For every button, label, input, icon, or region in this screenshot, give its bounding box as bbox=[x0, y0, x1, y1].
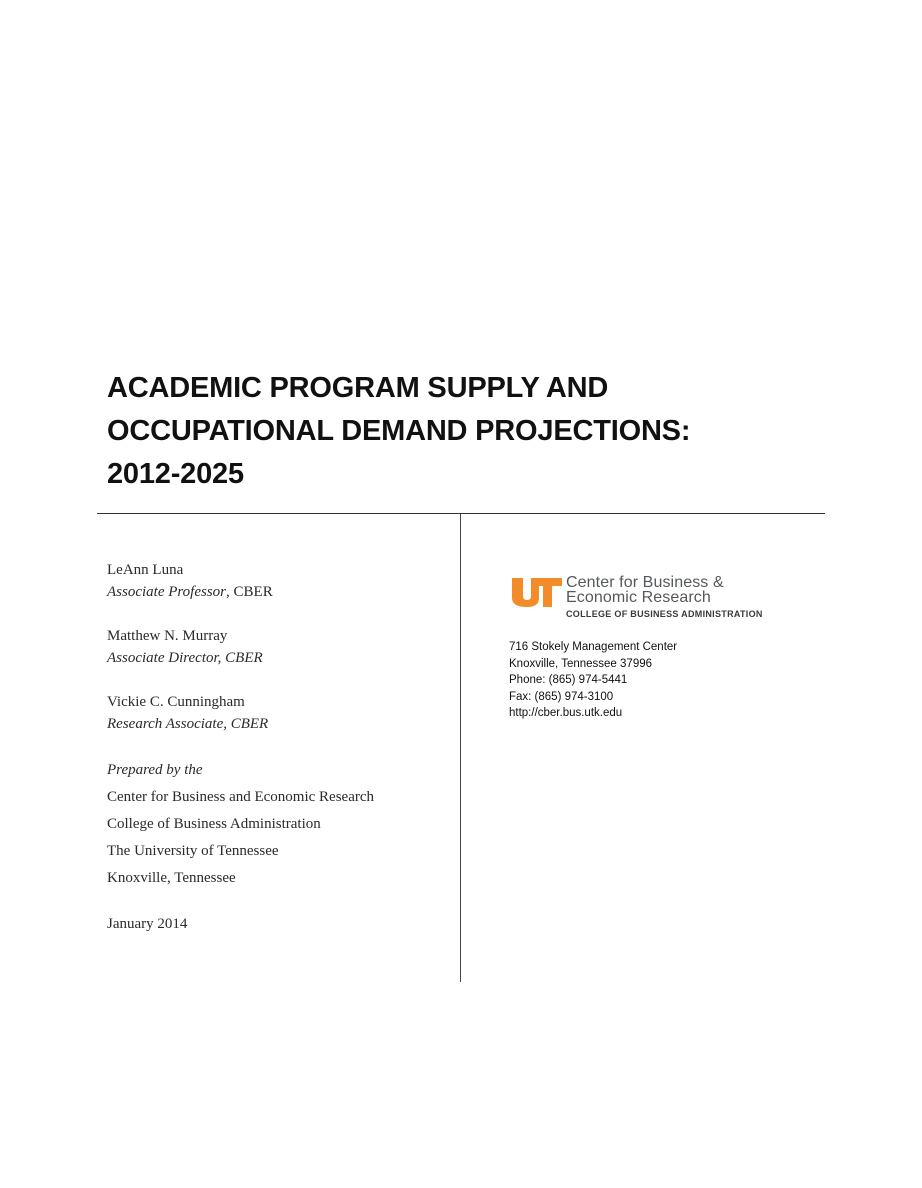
vertical-divider bbox=[460, 514, 461, 982]
author-role bbox=[107, 581, 447, 603]
contact-address: 716 Stokely Management Center bbox=[509, 641, 678, 653]
author-role-title: Associate Professor bbox=[107, 584, 227, 600]
contact-fax: Fax: (865) 974-3100 bbox=[509, 690, 614, 703]
prepared-by-block bbox=[107, 757, 447, 892]
title-line-1: ACADEMIC PROGRAM SUPPLY AND bbox=[107, 372, 609, 404]
author-name: Vickie C. Cunningham bbox=[107, 694, 245, 710]
prepared-by-line: Center for Business and Economic Research bbox=[107, 789, 375, 805]
author-role: Research Associate, CBER bbox=[107, 716, 269, 732]
title-line-3: 2012-2025 bbox=[107, 458, 244, 490]
author-luna bbox=[107, 559, 447, 603]
author-cunningham bbox=[107, 691, 447, 735]
logo-line-2: Economic Research bbox=[566, 589, 711, 606]
prepared-by-line: The University of Tennessee bbox=[107, 843, 279, 859]
author-name: LeAnn Luna bbox=[107, 562, 184, 578]
prepared-by-line: College of Business Administration bbox=[107, 816, 321, 832]
authors-column bbox=[107, 559, 447, 935]
author-role: Associate Director, CBER bbox=[107, 650, 263, 666]
contact-block bbox=[509, 639, 677, 722]
author-murray bbox=[107, 625, 447, 669]
logo-line-1: Center for Business & bbox=[566, 574, 724, 591]
report-title bbox=[107, 367, 867, 496]
contact-phone: Phone: (865) 974-5441 bbox=[509, 674, 628, 686]
logo-wordmark bbox=[566, 575, 724, 605]
prepared-by-line: Knoxville, Tennessee bbox=[107, 870, 236, 886]
prepared-by-label: Prepared by the bbox=[107, 762, 203, 778]
publication-date: January 2014 bbox=[107, 916, 188, 932]
author-role-org: , CBER bbox=[226, 584, 273, 600]
author-name: Matthew N. Murray bbox=[107, 628, 228, 644]
logo-subline: COLLEGE OF BUSINESS ADMINISTRATION bbox=[566, 609, 763, 619]
title-line-2: OCCUPATIONAL DEMAND PROJECTIONS: bbox=[107, 415, 691, 447]
ut-logo-icon bbox=[510, 577, 562, 607]
cber-logo bbox=[510, 575, 800, 625]
contact-city: Knoxville, Tennessee 37996 bbox=[509, 657, 653, 670]
horizontal-divider bbox=[97, 513, 825, 514]
contact-url[interactable]: http://cber.bus.utk.edu bbox=[509, 707, 623, 719]
